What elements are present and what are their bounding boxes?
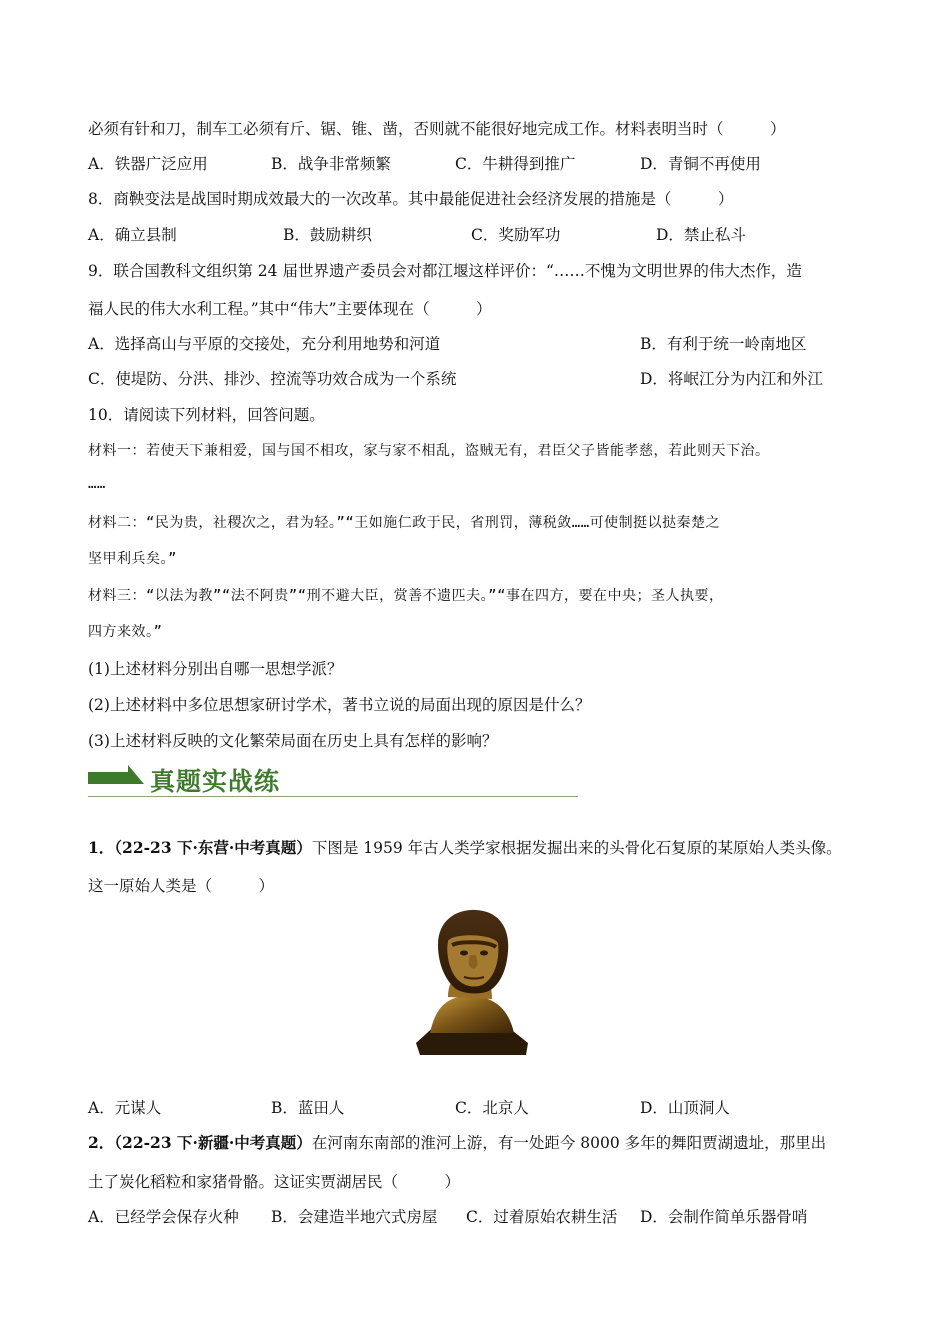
e1-stem-text: 下图是 1959 年古人类学家根据发掘出来的头骨化石复原的某原始人类头像。 [311, 839, 842, 857]
e2-number: 2． [88, 1133, 115, 1152]
e1-option-b: B．蓝田人 [271, 1099, 345, 1117]
section-divider [88, 796, 578, 797]
q10-material-2: 材料二：“民为贵，社稷次之，君为轻。”“王如施仁政于民，省刑罚，薄税敛……可使制挺以挞秦楚之 [88, 515, 721, 531]
q8-option-d: D．禁止私斗 [656, 226, 746, 244]
q7-option-c: C．牛耕得到推广 [455, 155, 576, 173]
q7-stem-tail: 必须有针和刀，制车工必须有斤、锯、锥、凿，否则就不能很好地完成工作。材料表明当时（ ） [88, 120, 786, 138]
q7-option-a: A．铁器广泛应用 [88, 155, 208, 173]
e1-source: （22-23 下·东营·中考真题） [114, 838, 312, 857]
section-header [88, 760, 578, 800]
e1-number: 1． [88, 838, 115, 857]
q9-option-b: B．有利于统一岭南地区 [640, 335, 807, 353]
e1-stem-line1 [88, 836, 842, 858]
q9-stem-line2: 福人民的伟大水利工程。”其中“伟大”主要体现在（ ） [88, 300, 492, 318]
e2-option-b: B．会建造半地穴式房屋 [271, 1208, 438, 1226]
q8-stem: 8．商鞅变法是战国时期成效最大的一次改革。其中最能促进社会经济发展的措施是（ ） [88, 190, 734, 208]
q10-material-3-cont: 四方来效。” [88, 624, 163, 640]
q10-sub-question-1: (1)上述材料分别出自哪一思想学派？ [88, 660, 343, 678]
q8-option-c: C．奖励军功 [471, 226, 561, 244]
q8-option-b: B．鼓励耕织 [283, 226, 372, 244]
q9-option-c: C．使堤防、分洪、排沙、控流等功效合成为一个系统 [88, 370, 457, 388]
e2-source: （22-23 下·新疆·中考真题） [114, 1133, 312, 1152]
q10-sub-question-2: (2)上述材料中多位思想家研讨学术，著书立说的局面出现的原因是什么？ [88, 696, 591, 714]
section-title: 真题实战练 [150, 767, 281, 796]
q8-option-a: A．确立县制 [88, 226, 177, 244]
q10-material-2-cont: 坚甲利兵矣。” [88, 551, 177, 567]
q10-material-1: 材料一：若使天下兼相爱，国与国不相攻，家与家不相乱，盗贼无有，君臣父子皆能孝慈，若此则天下治。 [88, 443, 770, 459]
e1-option-d: D．山顶洞人 [640, 1099, 730, 1117]
e1-option-a: A．元谋人 [88, 1099, 162, 1117]
q10-material-1-cont: …… [88, 476, 106, 492]
q10-material-3: 材料三：“以法为教”“法不阿贵”“刑不避大臣，赏善不遗匹夫。”“事在四方，要在中央；圣人执要， [88, 588, 724, 604]
q9-option-a: A．选择高山与平原的交接处，充分利用地势和河道 [88, 335, 441, 353]
e2-stem-text: 在河南东南部的淮河上游，有一处距今 8000 多年的舞阳贾湖遗址，那里出 [311, 1134, 827, 1152]
e1-option-c: C．北京人 [455, 1099, 529, 1117]
primitive-man-bust-image [408, 905, 533, 1060]
q9-stem-line1: 9．联合国教科文组织第 24 届世界遗产委员会对都江堰这样评价：“……不愧为文明世界的伟大杰作，造 [88, 262, 802, 280]
q9-option-d: D．将岷江分为内江和外江 [640, 370, 823, 388]
q10-sub-question-3: (3)上述材料反映的文化繁荣局面在历史上具有怎样的影响？ [88, 732, 498, 750]
e1-stem-line2: 这一原始人类是（ ） [88, 877, 275, 895]
e2-stem-line2: 土了炭化稻粒和家猪骨骼。这证实贾湖居民（ ） [88, 1173, 461, 1191]
q7-option-d: D．青铜不再使用 [640, 155, 761, 173]
e2-option-a: A．已经学会保存火种 [88, 1208, 239, 1226]
section-header-bar-tip [128, 765, 144, 784]
e2-option-d: D．会制作简单乐器骨哨 [640, 1208, 808, 1226]
e2-option-c: C．过着原始农耕生活 [466, 1208, 618, 1226]
q7-option-b: B．战争非常频繁 [271, 155, 391, 173]
e2-stem-line1 [88, 1131, 826, 1153]
q10-stem: 10．请阅读下列材料，回答问题。 [88, 406, 325, 424]
